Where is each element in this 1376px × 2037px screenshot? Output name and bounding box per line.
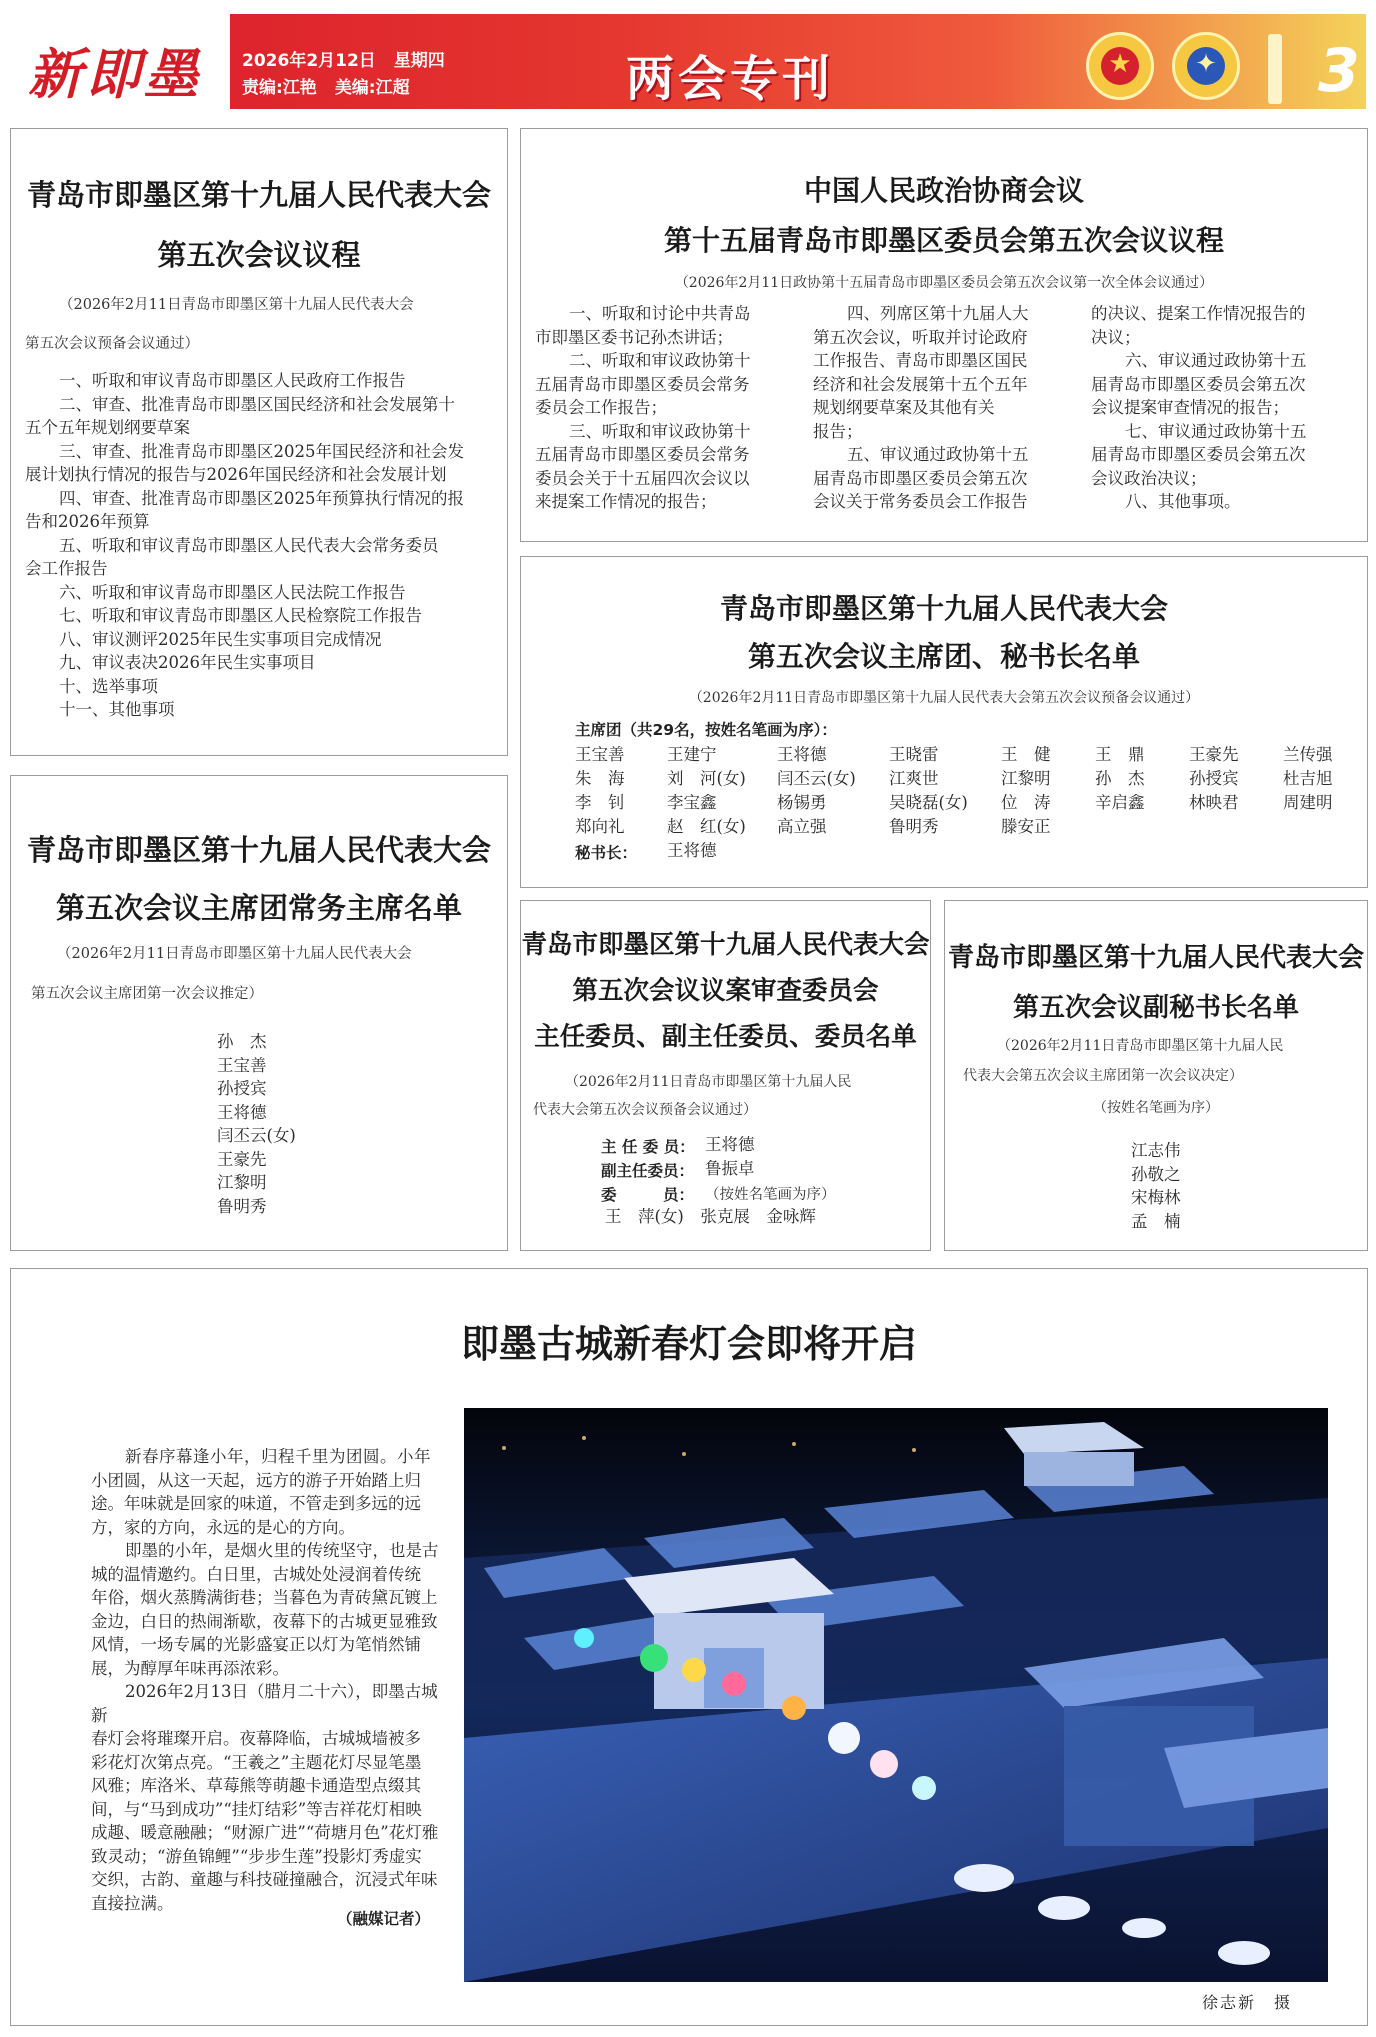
agenda-item: 十、选举事项 xyxy=(59,676,158,696)
chair-name: 王宝善 xyxy=(217,1055,267,1075)
cppcc-text-line: 委员会关于十五届四次会议以 xyxy=(535,468,750,488)
member-name: 高立强 xyxy=(777,817,827,836)
designer-credit: 美编:江超 xyxy=(334,78,410,98)
agenda-item: 二、审查、批准青岛市即墨区国民经济和社会发展第十 xyxy=(59,394,455,414)
secretary-label: 秘书长： xyxy=(575,844,638,862)
member-name: 刘 河(女) xyxy=(667,769,746,788)
cppcc-text-line: 一、听取和讨论中共青岛 xyxy=(569,304,751,323)
photo-credit: 徐志新 摄 xyxy=(1202,1993,1293,2012)
night-city-illustration xyxy=(464,1408,1328,1982)
section-title: 两会专刊 xyxy=(626,51,835,107)
article-line: 成趣、暖意融融；“财源广进”“荷塘月色”花灯雅 xyxy=(91,1823,439,1842)
member-name: 王晓雷 xyxy=(889,745,939,764)
presidium-box xyxy=(520,556,1368,888)
standing-note-line2: 第五次会议主席团第一次会议推定） xyxy=(31,986,263,1002)
member-name: 滕安正 xyxy=(1001,817,1051,836)
cppcc-col-2 xyxy=(813,302,1075,514)
deputy-sec-note-line1: （2026年2月11日青岛市即墨区第十九届人民 xyxy=(997,1038,1284,1054)
cppcc-title-line1: 中国人民政治协商会议 xyxy=(803,174,1084,207)
deputy-sec-note-line2: 代表大会第五次会议主席团第一次会议决定） xyxy=(963,1068,1243,1084)
cppcc-text-line: 的决议、提案工作情况报告的 xyxy=(1091,304,1306,323)
cppcc-text-line: 五届青岛市即墨区委员会常务 xyxy=(535,374,750,394)
article-line: 方，家的方向，永远的是心的方向。 xyxy=(91,1517,355,1537)
member-name: 林映君 xyxy=(1189,793,1239,812)
agenda-item: 三、审查、批准青岛市即墨区2025年国民经济和社会发 xyxy=(59,441,464,461)
member-name: 江爽世 xyxy=(889,769,939,788)
deputy-sec-title-line1: 青岛市即墨区第十九届人民代表大会 xyxy=(947,943,1364,973)
agenda-item: 九、审议表决2026年民生实事项目 xyxy=(59,653,316,672)
cppcc-note: （2026年2月11日政协第十五届青岛市即墨区委员会第五次会议第一次全体会议通过） xyxy=(674,275,1214,291)
chair-name: 江黎明 xyxy=(217,1173,267,1192)
presidium-title-line1: 青岛市即墨区第十九届人民代表大会 xyxy=(719,592,1168,625)
article-line: 风雅；库洛米、草莓熊等萌趣卡通造型点缀其 xyxy=(91,1776,421,1795)
agenda-item: 十一、其他事项 xyxy=(59,700,175,719)
deputy-secretary-name: 孟 楠 xyxy=(1131,1211,1181,1231)
deputy-sec-names xyxy=(1131,1139,1311,1233)
article-line: 间，与“马到成功”“挂灯结彩”等吉祥花灯相映 xyxy=(91,1799,422,1819)
chair-name: 鲁明秀 xyxy=(217,1196,267,1216)
newspaper-logo: 新即墨 xyxy=(28,42,202,106)
member-name: 杜吉旭 xyxy=(1283,769,1333,788)
editor-credit: 责编:江艳 xyxy=(242,78,317,98)
article-line: 彩花灯次第点亮。“王羲之”主题花灯尽显笔墨 xyxy=(91,1752,422,1772)
member-name: 位 涛 xyxy=(1001,793,1051,812)
cppcc-text-line: 会议政治决议； xyxy=(1091,468,1207,488)
member-name: 赵 红(女) xyxy=(667,817,746,836)
article-line: 年俗，烟火蒸腾满街巷；当暮色为青砖黛瓦镀上 xyxy=(91,1588,438,1607)
review-note-line2: 代表大会第五次会议预备会议通过） xyxy=(533,1102,757,1118)
cppcc-text-line: 四、列席区第十九届人大 xyxy=(847,304,1029,323)
issue-date: 2026年2月12日 xyxy=(242,51,376,71)
agenda-item: 六、听取和审议青岛市即墨区人民法院工作报告 xyxy=(59,582,406,602)
agenda-item: 四、审查、批准青岛市即墨区2025年预算执行情况的报 xyxy=(59,488,464,508)
review-note-line1: （2026年2月11日青岛市即墨区第十九届人民 xyxy=(565,1074,852,1090)
article-line: 春灯会将璀璨开启。夜幕降临，古城城墙被多 xyxy=(91,1729,421,1748)
article-line: 城的温情邀约。白日里，古城处处浸润着传统 xyxy=(91,1564,421,1584)
secretary-name: 王将德 xyxy=(667,841,717,860)
article-body xyxy=(91,1445,439,1915)
cppcc-text-line: 五届青岛市即墨区委员会常务 xyxy=(535,445,750,464)
cppcc-emblem-icon: ✦ xyxy=(1172,32,1240,100)
article-line: 致灵动；“游鱼锦鲤”“步步生莲”投影灯秀虚实 xyxy=(91,1846,422,1866)
cppcc-text-line: 八、其他事项。 xyxy=(1125,492,1241,511)
member-name: 王豪先 xyxy=(1189,745,1239,764)
deputy-secretary-name: 宋梅林 xyxy=(1131,1188,1181,1207)
cppcc-agenda-box xyxy=(520,128,1368,542)
article-line: 途。年味就是回家的味道，不管走到多远的远 xyxy=(91,1494,421,1513)
agenda-item: 展计划执行情况的报告与2026年国民经济和社会发展计划 xyxy=(25,465,447,484)
npc-agenda-box xyxy=(10,128,508,756)
review-title-line3: 主任委员、副主任委员、委员名单 xyxy=(534,1022,917,1052)
cppcc-text-line: 五、审议通过政协第十五 xyxy=(847,445,1029,464)
member-name: 孙 杰 xyxy=(1095,769,1145,788)
standing-title-line2: 第五次会议主席团常务主席名单 xyxy=(55,891,462,925)
deputy-sec-note-line3: （按姓名笔画为序） xyxy=(1093,1100,1219,1116)
review-title-line1: 青岛市即墨区第十九届人民代表大会 xyxy=(521,930,930,960)
cppcc-text-line: 市即墨区委书记孙杰讲话； xyxy=(535,327,733,347)
masthead-meta xyxy=(242,48,463,102)
article-line: 交织，古韵、童趣与科技碰撞融合，沉浸式年味 xyxy=(91,1870,438,1889)
member-name: 郑向礼 xyxy=(575,817,625,836)
cppcc-col-1 xyxy=(535,302,797,514)
member-name: 杨锡勇 xyxy=(777,793,827,812)
chair-name: 孙 杰 xyxy=(217,1032,267,1051)
member-name: 江黎明 xyxy=(1001,769,1051,788)
member-name: 周建明 xyxy=(1283,793,1333,812)
deputy-secretaries-box xyxy=(944,900,1368,1251)
chair-name: 王将德 xyxy=(217,1102,267,1122)
member-name: 李 钊 xyxy=(575,793,625,812)
cppcc-text-line: 七、审议通过政协第十五 xyxy=(1125,421,1307,441)
article-line: 即墨的小年，是烟火里的传统坚守，也是古 xyxy=(125,1541,439,1560)
cppcc-text-line: 报告； xyxy=(813,421,863,441)
cppcc-text-line: 六、审议通过政协第十五 xyxy=(1125,351,1307,370)
standing-note-line1: （2026年2月11日青岛市即墨区第十九届人民代表大会 xyxy=(57,946,412,962)
review-committee-box xyxy=(520,900,931,1251)
cppcc-text-line: 决议； xyxy=(1091,327,1141,347)
member-name: 闫丕云(女) xyxy=(777,769,856,788)
members-label: 委 员： xyxy=(601,1186,695,1204)
member-name: 朱 海 xyxy=(575,769,625,788)
cppcc-text-line: 第五次会议，听取并讨论政府 xyxy=(813,327,1028,347)
agenda-item: 五个五年规划纲要草案 xyxy=(25,418,190,437)
member-name: 王宝善 xyxy=(575,745,625,764)
presidium-title-line2: 第五次会议主席团、秘书长名单 xyxy=(747,640,1140,673)
article-line: 新春序幕逢小年，归程千里为团圆。小年 xyxy=(125,1447,431,1466)
standing-names xyxy=(217,1030,417,1218)
review-title-line2: 第五次会议议案审查委员会 xyxy=(572,976,879,1006)
member-name: 李宝鑫 xyxy=(667,793,717,812)
member-name: 辛启鑫 xyxy=(1095,793,1145,812)
article-line: 小团圆，从这一天起，远方的游子开始踏上归 xyxy=(91,1470,421,1490)
cppcc-text-line: 届青岛市即墨区委员会第五次 xyxy=(813,468,1028,488)
agenda-items xyxy=(25,369,503,722)
deputy-sec-title-line2: 第五次会议副秘书长名单 xyxy=(1012,993,1299,1023)
cppcc-text-line: 会议关于常务委员会工作报告 xyxy=(813,492,1028,511)
cppcc-text-line: 委员会工作报告； xyxy=(535,398,667,417)
presidium-note: （2026年2月11日青岛市即墨区第十九届人民代表大会第五次会议预备会议通过） xyxy=(688,690,1200,706)
cppcc-title-line2: 第十五届青岛市即墨区委员会第五次会议议程 xyxy=(663,224,1224,257)
chair-name: 孙授宾 xyxy=(217,1079,267,1098)
member-name: 王 鼎 xyxy=(1095,745,1145,764)
masthead-logo-area xyxy=(10,14,230,109)
standing-title-line1: 青岛市即墨区第十九届人民代表大会 xyxy=(26,833,491,867)
chair-name: 王豪先 xyxy=(217,1149,267,1169)
chair-name: 闫丕云(女) xyxy=(217,1126,296,1145)
cppcc-text-line: 经济和社会发展第十五个五年 xyxy=(813,374,1028,394)
member-name: 王将德 xyxy=(777,745,827,764)
agenda-note-line1: （2026年2月11日青岛市即墨区第十九届人民代表大会 xyxy=(59,297,414,313)
cppcc-text-line: 来提案工作情况的报告； xyxy=(535,492,717,511)
cppcc-text-line: 会议提案审查情况的报告； xyxy=(1091,398,1289,417)
agenda-item: 告和2026年预算 xyxy=(25,512,150,531)
deputy-secretary-name: 江志伟 xyxy=(1131,1141,1181,1160)
review-members: 王 萍(女) 张克展 金咏辉 xyxy=(605,1207,816,1226)
standing-chairs-box xyxy=(10,775,508,1251)
article-line: 2026年2月13日（腊月二十六），即墨古城新 xyxy=(91,1682,438,1725)
agenda-title-line1: 青岛市即墨区第十九届人民代表大会 xyxy=(26,178,491,212)
article-line: 风情，一场专属的光影盛宴正以灯为笔悄然铺 xyxy=(91,1635,421,1654)
article-line: 金边，白日的热闹渐歇，夜幕下的古城更显雅致 xyxy=(91,1611,438,1631)
director-label: 主 任 委 员： xyxy=(601,1138,695,1156)
deputy-director-label: 副主任委员： xyxy=(601,1162,695,1180)
agenda-item: 八、审议测评2025年民生实事项目完成情况 xyxy=(59,629,382,649)
masthead xyxy=(10,14,1366,109)
ancient-city-lantern-photo xyxy=(464,1408,1328,1982)
members-order-note: （按姓名笔画为序） xyxy=(705,1187,836,1203)
member-name: 王建宁 xyxy=(667,745,717,764)
member-name: 孙授宾 xyxy=(1189,769,1239,788)
cppcc-text-line: 二、听取和审议政协第十 xyxy=(569,351,751,370)
agenda-item: 七、听取和审议青岛市即墨区人民检察院工作报告 xyxy=(59,606,422,625)
agenda-title-line2: 第五次会议议程 xyxy=(157,238,361,272)
director-name: 王将德 xyxy=(705,1135,755,1154)
article-line: 直接拉满。 xyxy=(91,1893,174,1913)
deputy-director-name: 鲁振卓 xyxy=(705,1159,755,1178)
member-name: 兰传强 xyxy=(1283,745,1333,764)
huabiao-pillar-icon xyxy=(1268,34,1282,104)
cppcc-text-line: 届青岛市即墨区委员会第五次 xyxy=(1091,374,1306,394)
cppcc-text-line: 规划纲要草案及其他有关 xyxy=(813,398,995,417)
national-emblem-icon: ★ xyxy=(1086,32,1154,100)
agenda-item: 一、听取和审议青岛市即墨区人民政府工作报告 xyxy=(59,371,406,390)
cppcc-text-line: 届青岛市即墨区委员会第五次 xyxy=(1091,445,1306,464)
agenda-note-line2: 第五次会议预备会议通过） xyxy=(25,336,199,352)
cppcc-text-line: 三、听取和审议政协第十 xyxy=(569,421,751,441)
member-name: 鲁明秀 xyxy=(889,817,939,836)
cppcc-col-3 xyxy=(1091,302,1359,514)
agenda-item: 五、听取和审议青岛市即墨区人民代表大会常务委员 xyxy=(59,535,439,555)
deputy-secretary-name: 孙敬之 xyxy=(1131,1164,1181,1184)
article-line: 展，为醇厚年味再添浓彩。 xyxy=(91,1658,289,1678)
article-byline: （融媒记者） xyxy=(337,1910,431,1928)
agenda-item: 会工作报告 xyxy=(25,559,108,578)
member-name: 王 健 xyxy=(1001,745,1051,764)
member-name: 吴晓磊(女) xyxy=(889,793,968,812)
presidium-members-label: 主席团（共29名，按姓名笔画为序）： xyxy=(575,721,837,739)
article-headline: 即墨古城新春灯会即将开启 xyxy=(460,1322,917,1366)
page-number: 3 xyxy=(1318,36,1360,106)
issue-weekday: 星期四 xyxy=(393,51,445,71)
cppcc-text-line: 工作报告、青岛市即墨区国民 xyxy=(813,351,1028,370)
